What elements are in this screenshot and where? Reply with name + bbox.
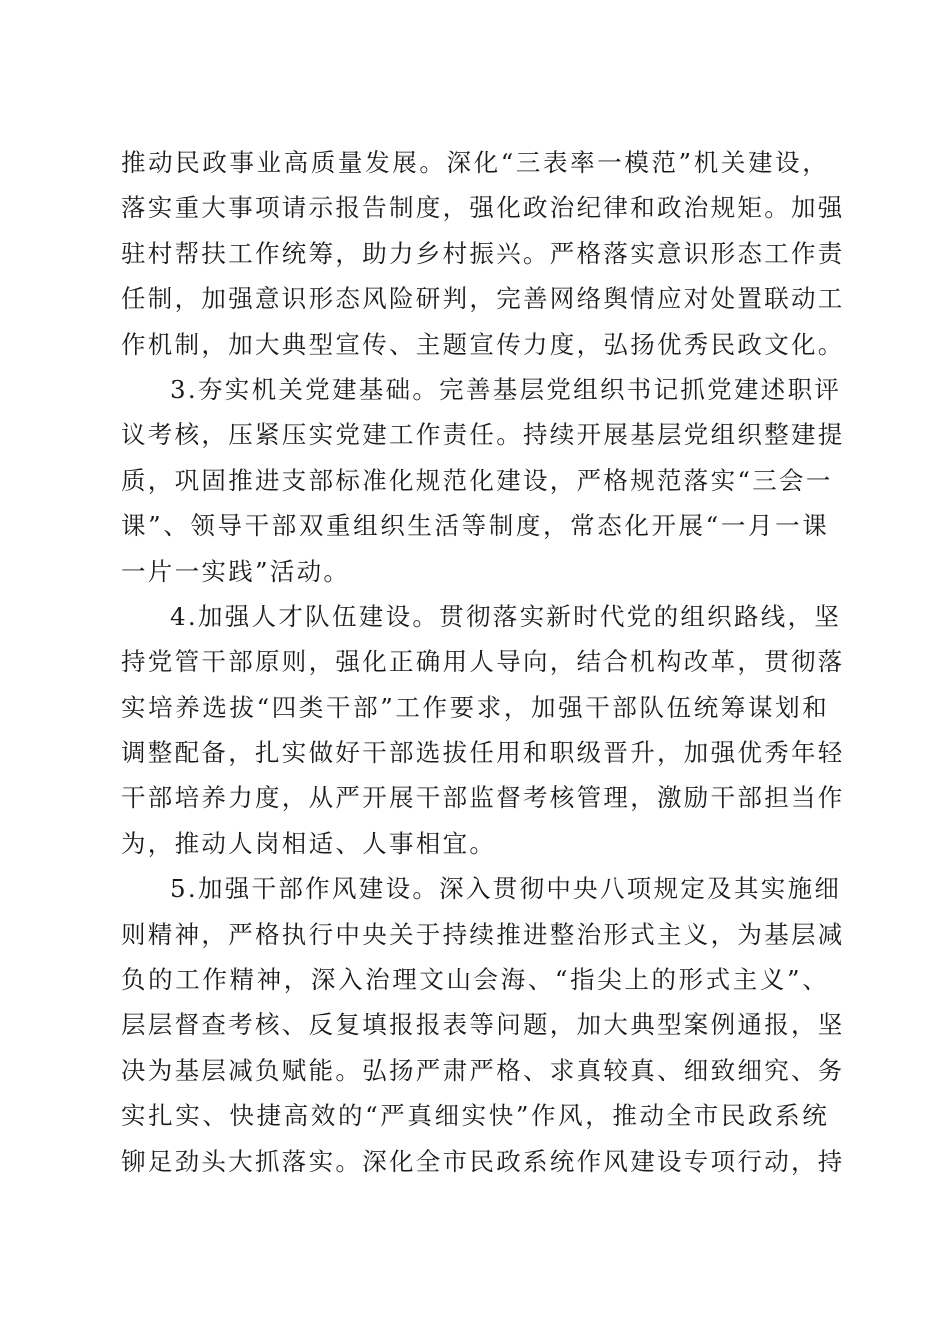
text-line: 议考核，压紧压实党建工作责任。持续开展基层党组织整建提 xyxy=(121,420,845,450)
text-line: 则精神，严格执行中央关于持续推进整治形式主义，为基层减 xyxy=(121,919,845,949)
text-line: 实培养选拔“四类干部”工作要求，加强干部队伍统筹谋划和 xyxy=(121,692,829,722)
text-line: 负的工作精神，深入治理文山会海、“指尖上的形式主义”、 xyxy=(121,965,829,995)
text-line: 决为基层减负赋能。弘扬严肃严格、求真较真、细致细究、务 xyxy=(121,1055,845,1085)
text-line: 铆足劲头大抓落实。深化全市民政系统作风建设专项行动，持 xyxy=(121,1146,845,1176)
text-line: 为，推动人岗相适、人事相宜。 xyxy=(121,828,497,858)
text-line: 任制，加强意识形态风险研判，完善网络舆情应对处置联动工 xyxy=(121,284,845,314)
text-line: 推动民政事业高质量发展。深化“三表率一模范”机关建设， xyxy=(121,148,829,177)
paragraph-heading-line: 5.加强干部作风建设。深入贯彻中央八项规定及其实施细 xyxy=(170,874,842,904)
text-line: 课”、领导干部双重组织生活等制度，常态化开展“一月一课 xyxy=(121,511,829,541)
text-line: 驻村帮扶工作统筹，助力乡村振兴。严格落实意识形态工作责 xyxy=(121,238,845,268)
paragraph-heading-line: 3.夯实机关党建基础。完善基层党组织书记抓党建述职评 xyxy=(170,374,842,404)
body-text xyxy=(121,140,845,1184)
paragraph-heading-line: 4.加强人才队伍建设。贯彻落实新时代党的组织路线，坚 xyxy=(170,601,842,631)
text-line: 一片一实践”活动。 xyxy=(121,556,351,586)
text-line: 层层督查考核、反复填报报表等问题，加大典型案例通报，坚 xyxy=(121,1010,845,1040)
text-line: 落实重大事项请示报告制度，强化政治纪律和政治规矩。加强 xyxy=(121,193,845,223)
text-line: 实扎实、快捷高效的“严真细实快”作风，推动全市民政系统 xyxy=(121,1101,829,1131)
text-line: 持党管干部原则，强化正确用人导向，结合机构改革，贯彻落 xyxy=(121,647,845,677)
text-line: 调整配备，扎实做好干部选拔任用和职级晋升，加强优秀年轻 xyxy=(121,738,845,768)
text-line: 干部培养力度，从严开展干部监督考核管理，激励干部担当作 xyxy=(121,783,845,813)
text-line: 作机制，加大典型宣传、主题宣传力度，弘扬优秀民政文化。 xyxy=(121,329,845,359)
text-line: 质，巩固推进支部标准化规范化建设，严格规范落实“三会一 xyxy=(121,465,833,495)
